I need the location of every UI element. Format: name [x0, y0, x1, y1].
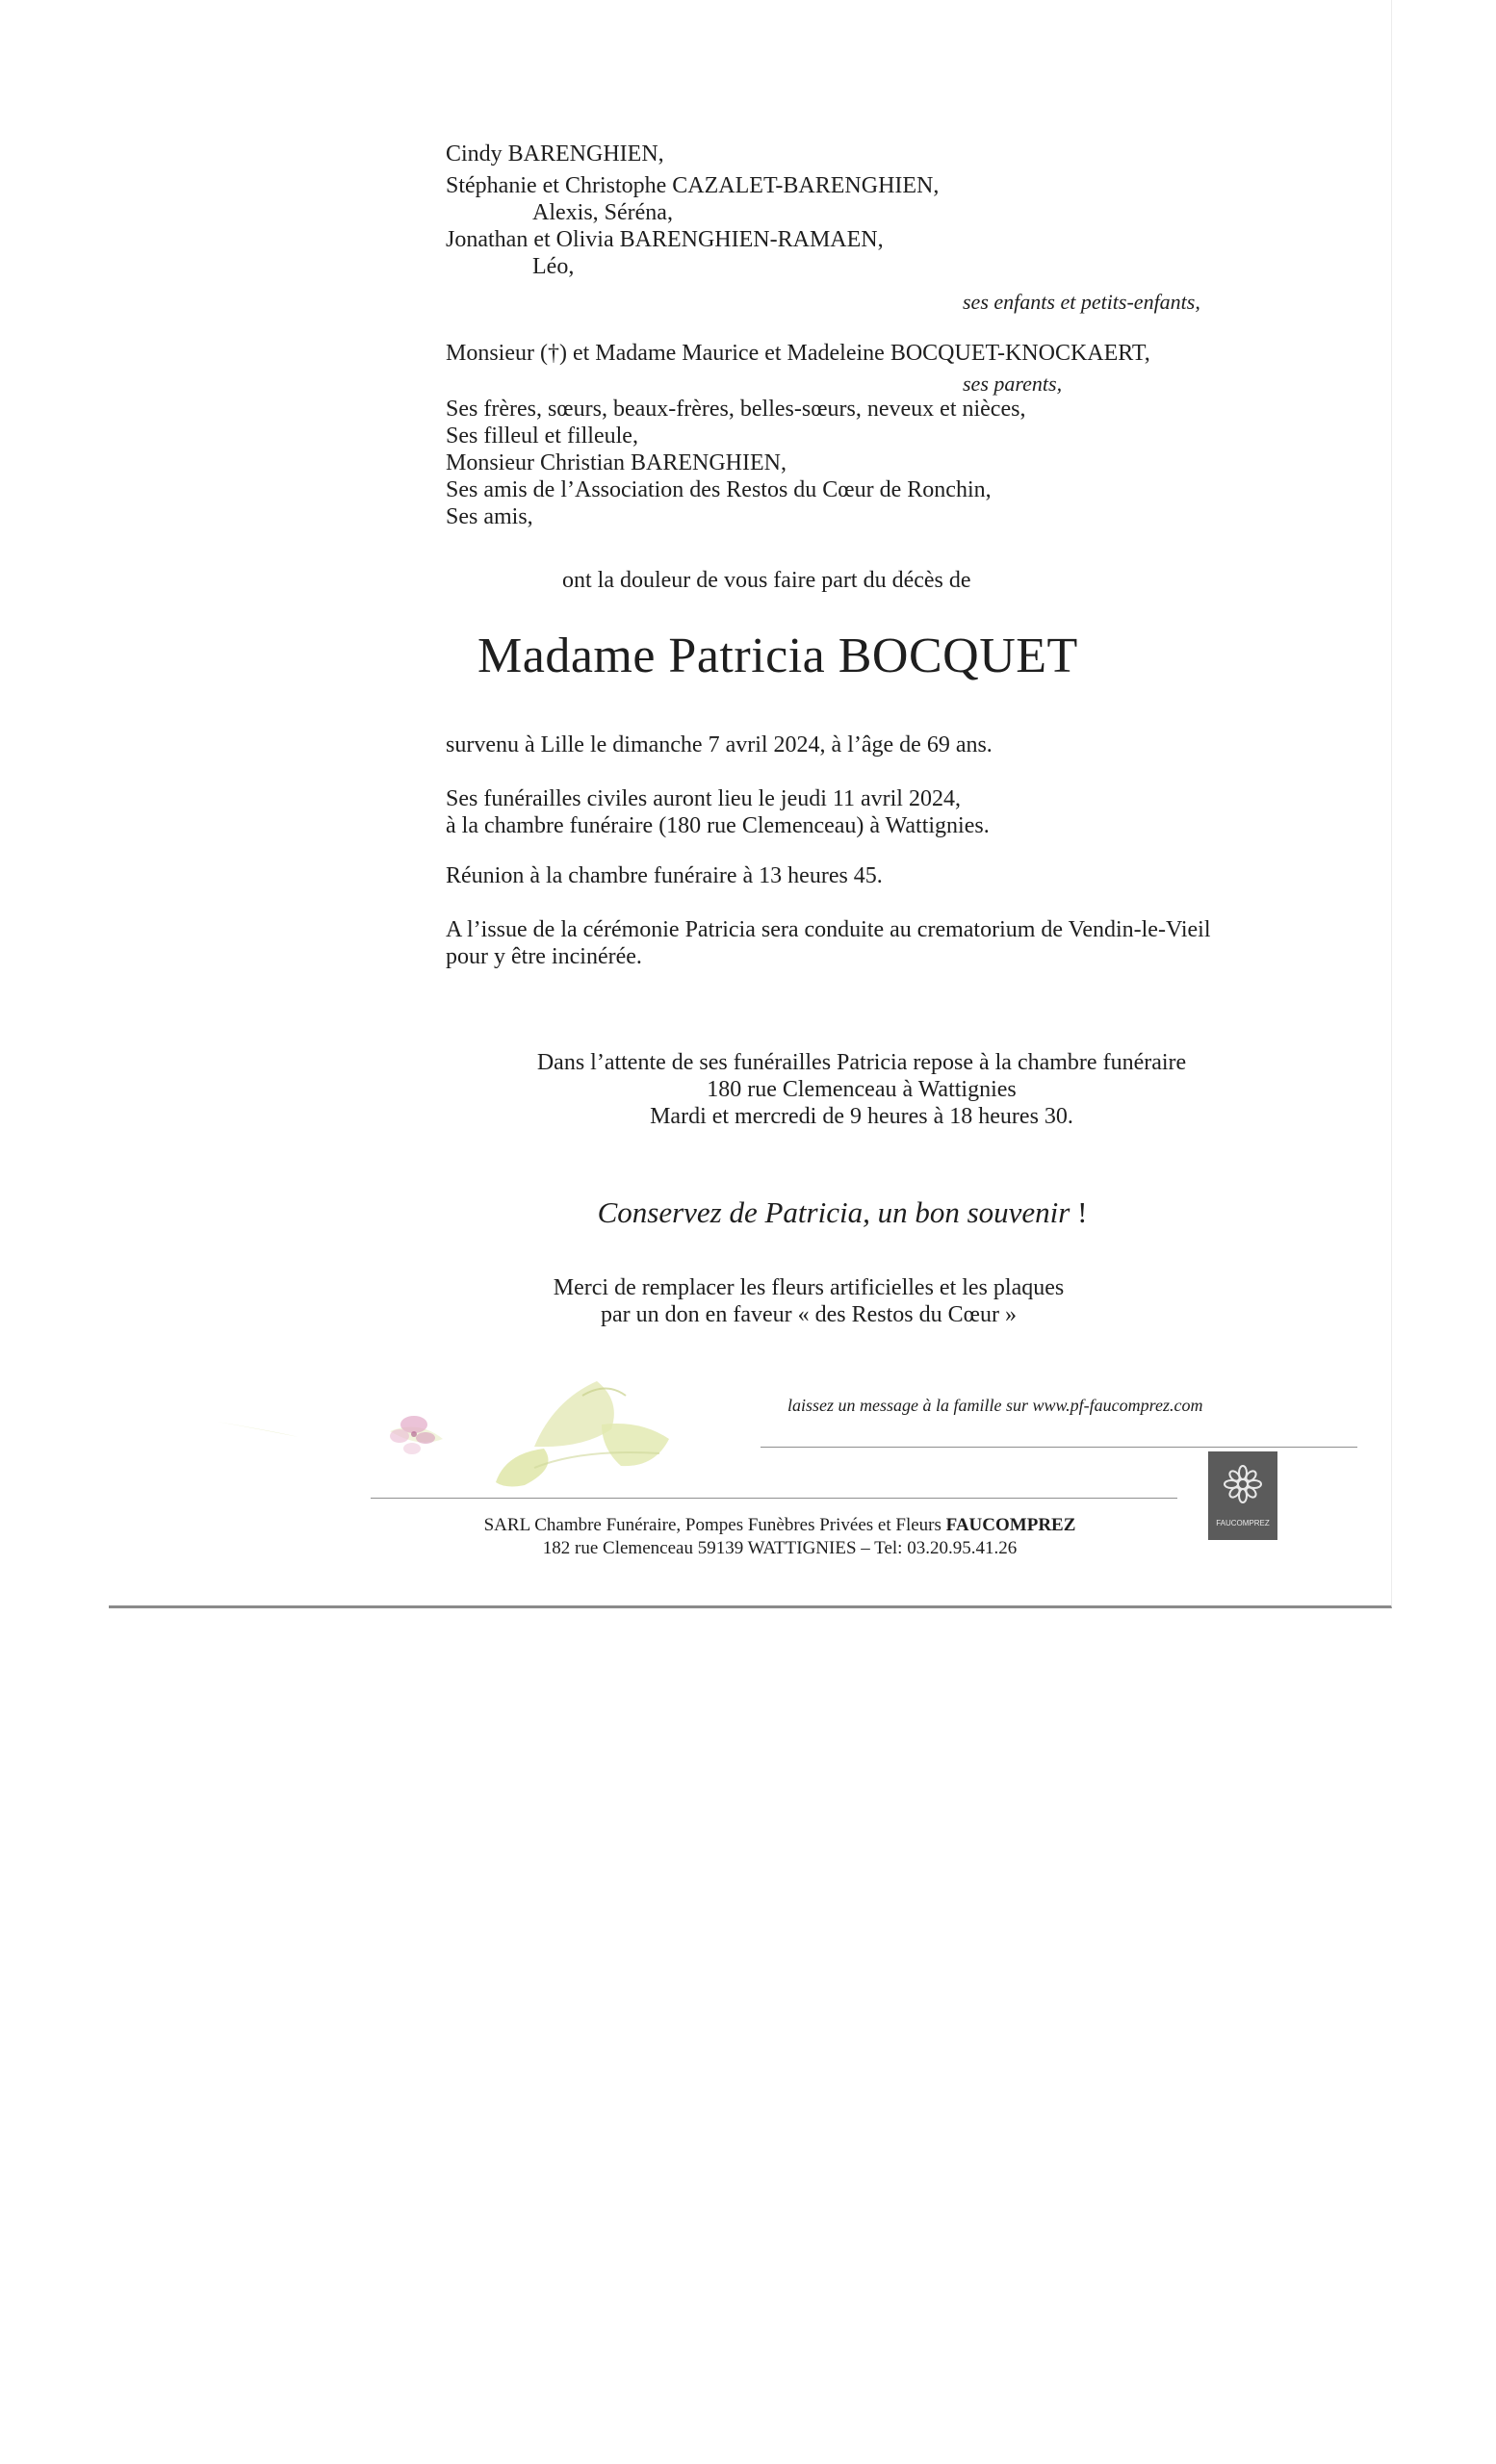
- footer-company-prefix: SARL Chambre Funéraire, Pompes Funèbres Privées et Fleurs: [483, 1515, 946, 1535]
- others-line-1: Ses frères, sœurs, beaux-frères, belles-sœurs, neveux et nièces,: [446, 397, 1026, 422]
- family-line-1: Cindy BARENGHIEN,: [446, 141, 664, 167]
- footer-address: 182 rue Clemenceau 59139 WATTIGNIES – Tel: 03.20.95.41.26: [542, 1538, 1018, 1558]
- parents-role: ses parents,: [963, 372, 1063, 396]
- souvenir-text: Conservez de Patricia, un bon souvenir: [597, 1195, 1070, 1229]
- others-line-5: Ses amis,: [446, 504, 533, 529]
- website-note: laissez un message à la famille sur www.pf-faucomprez.com: [787, 1396, 1203, 1415]
- family-role: ses enfants et petits-enfants,: [963, 290, 1200, 314]
- flowers-line-2: par un don en faveur « des Restos du Cœur »: [601, 1302, 1017, 1327]
- flower-emblem-icon: [1208, 1451, 1277, 1519]
- orchid-flower-decoration: [366, 1396, 462, 1463]
- funeral-line-2: à la chambre funéraire (180 rue Clemenceau) à Wattignies.: [446, 813, 990, 838]
- others-line-2: Ses filleul et filleule,: [446, 424, 638, 449]
- cremation-line-1: A l’issue de la cérémonie Patricia sera conduite au crematorium de Vendin-le-Vieil: [446, 917, 1211, 942]
- footer-company-name: FAUCOMPREZ: [945, 1515, 1076, 1535]
- announcement-line: ont la douleur de vous faire part du décès de: [562, 568, 971, 593]
- repose-line-2: 180 rue Clemenceau à Wattignies: [707, 1077, 1017, 1102]
- cremation-line-2: pour y être incinérée.: [446, 944, 642, 969]
- souvenir-line: [424, 1195, 1261, 1230]
- footer-company: [443, 1515, 1117, 1536]
- family-line-2: Stéphanie et Christophe CAZALET-BARENGHIEN,: [446, 173, 940, 198]
- parents-line: Monsieur (†) et Madame Maurice et Madeleine BOCQUET-KNOCKAERT,: [446, 341, 1150, 366]
- meeting-line: Réunion à la chambre funéraire à 13 heures 45.: [446, 863, 883, 888]
- family-line-3: Alexis, Séréna,: [532, 200, 673, 225]
- family-line-4: Jonathan et Olivia BARENGHIEN-RAMAEN,: [446, 227, 884, 252]
- others-line-3: Monsieur Christian BARENGHIEN,: [446, 450, 787, 475]
- faucomprez-logo-icon: [1208, 1451, 1277, 1540]
- lower-divider: [371, 1498, 1177, 1499]
- flowers-line-1: Merci de remplacer les fleurs artificielles et les plaques: [553, 1275, 1065, 1300]
- upper-divider: [761, 1447, 1357, 1448]
- repose-line-1: Dans l’attente de ses funérailles Patricia repose à la chambre funéraire: [536, 1050, 1187, 1075]
- ginkgo-leaf-decoration: [217, 1362, 756, 1487]
- deceased-name: Madame Patricia BOCQUET: [477, 629, 1078, 683]
- souvenir-exclamation: !: [1077, 1195, 1088, 1229]
- logo-label: FAUCOMPREZ: [1216, 1519, 1270, 1527]
- funeral-line-1: Ses funérailles civiles auront lieu le jeudi 11 avril 2024,: [446, 786, 961, 811]
- death-info: survenu à Lille le dimanche 7 avril 2024, à l’âge de 69 ans.: [446, 732, 993, 757]
- repose-line-3: Mardi et mercredi de 9 heures à 18 heures 30.: [650, 1104, 1073, 1129]
- others-line-4: Ses amis de l’Association des Restos du Cœur de Ronchin,: [446, 477, 992, 502]
- family-line-5: Léo,: [532, 254, 575, 279]
